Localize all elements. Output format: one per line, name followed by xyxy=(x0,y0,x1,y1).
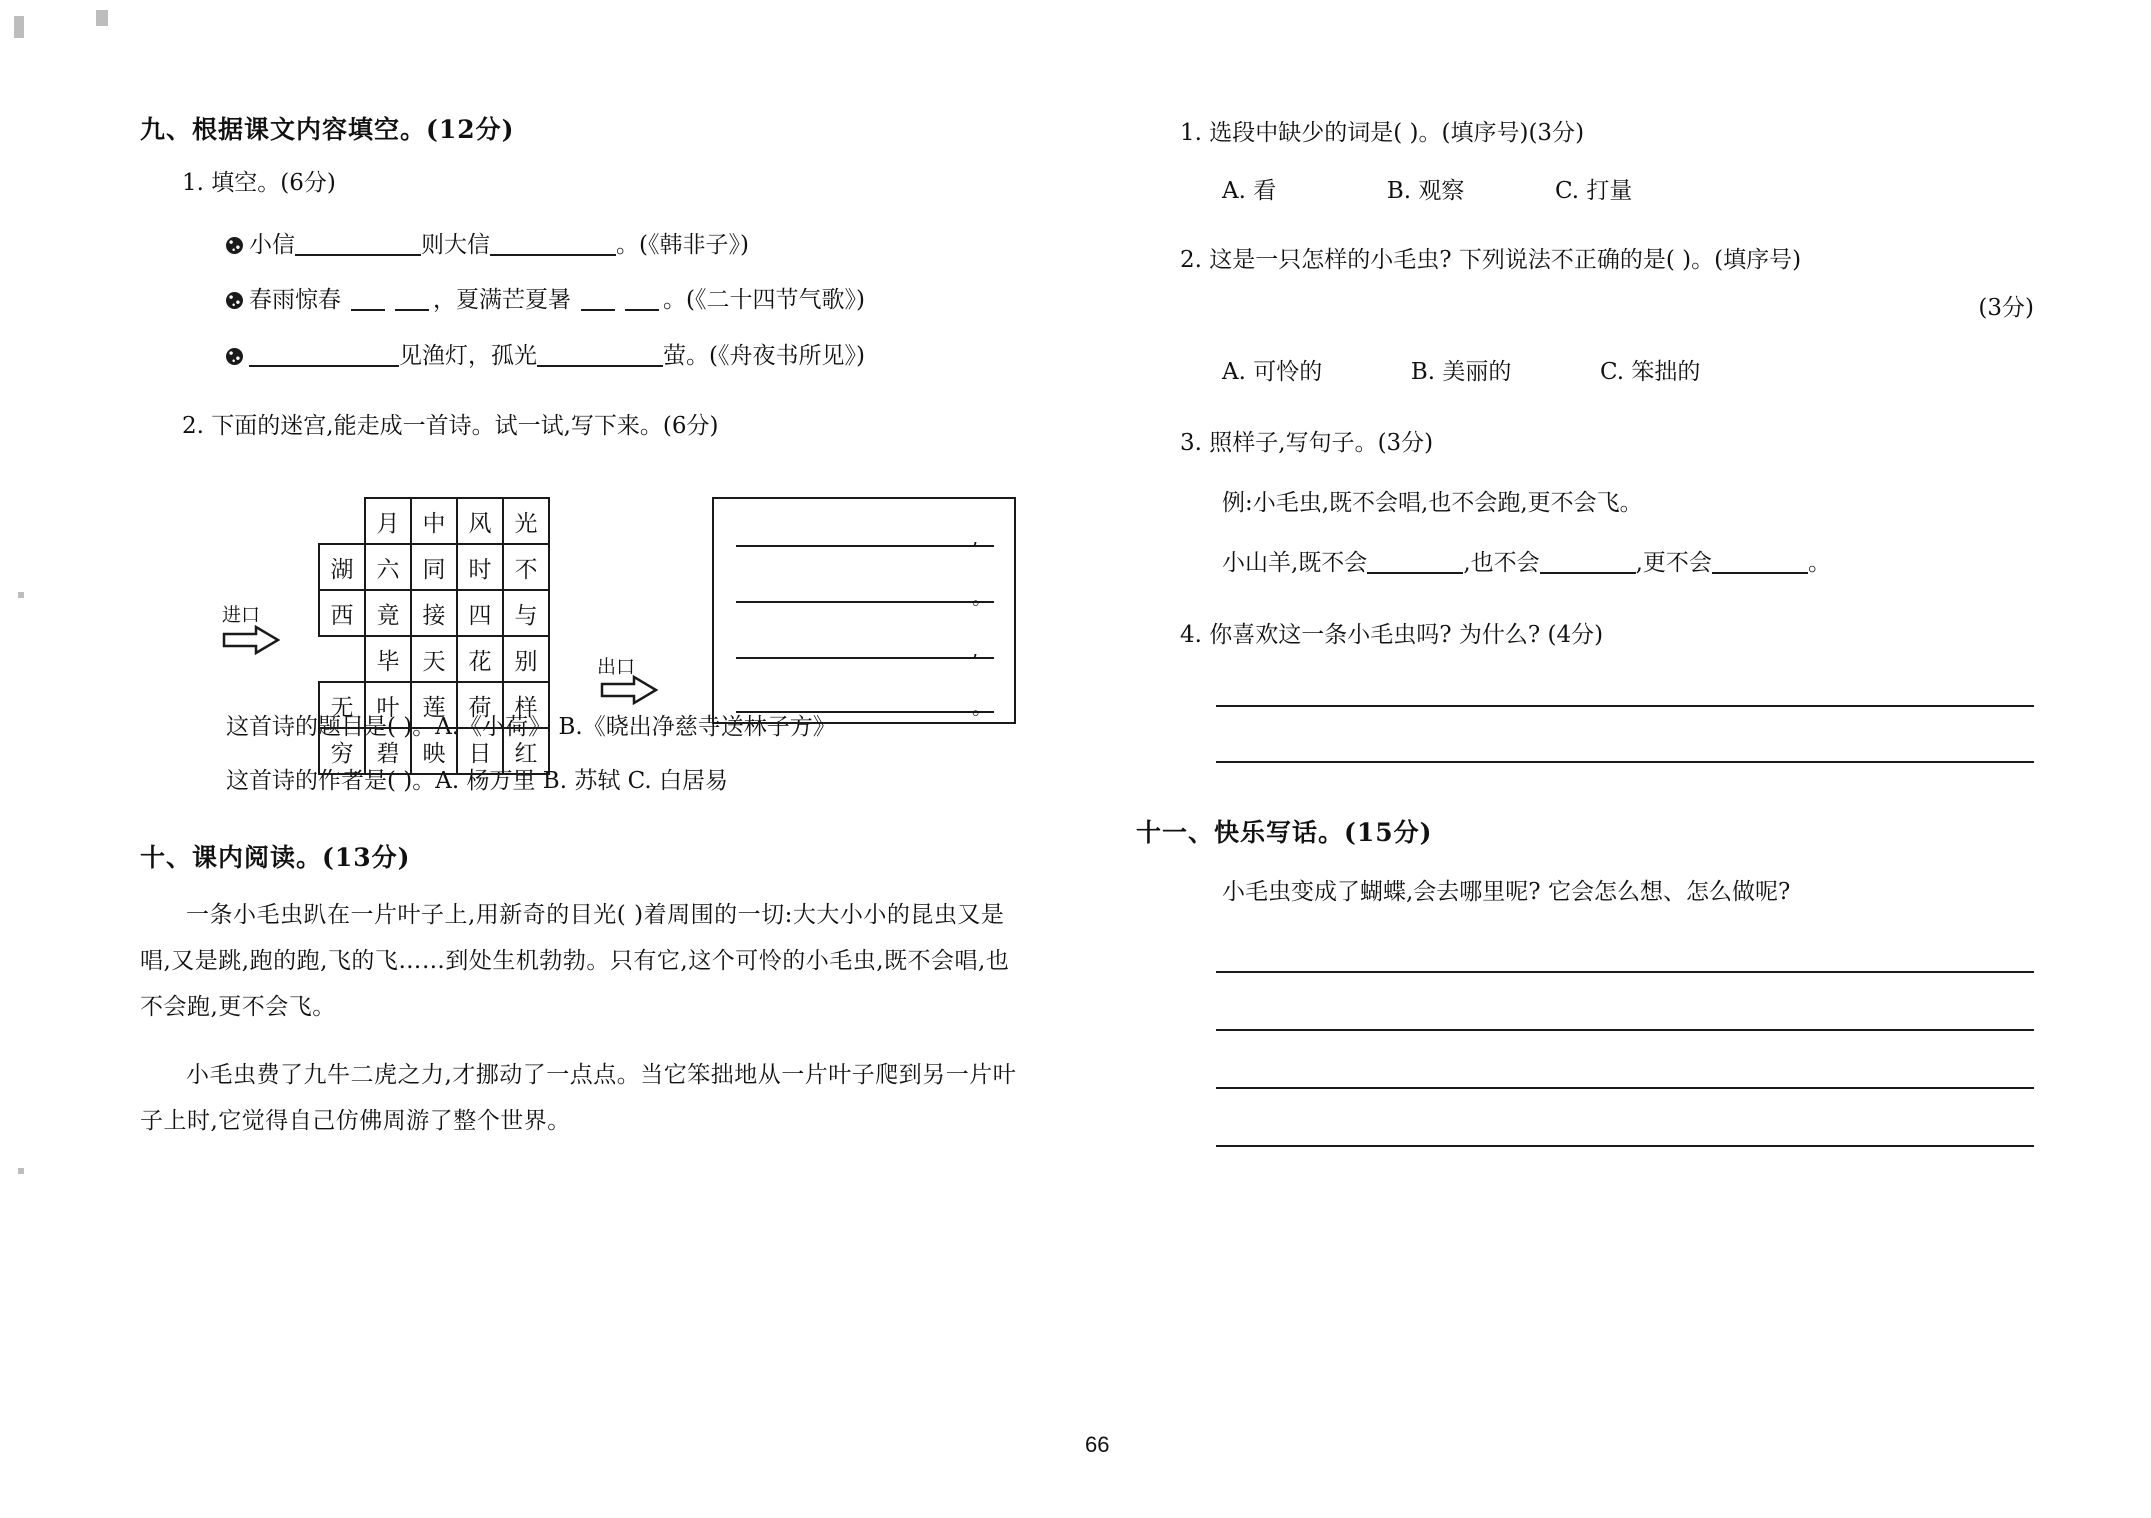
fill-item-2-pre: 春雨惊春 xyxy=(249,287,341,314)
maze-cell: 接 xyxy=(411,590,457,636)
right-column xyxy=(1136,0,2060,1147)
scan-speck xyxy=(14,16,24,38)
option-b[interactable]: B. 美丽的 xyxy=(1410,358,1512,385)
fill-post: 。 xyxy=(1807,549,1831,576)
maze-cell: 穷 xyxy=(319,728,365,774)
section-11-heading: 十一、快乐写话。(15分) xyxy=(1136,818,1433,848)
option-a[interactable]: A. 看 xyxy=(1222,177,1277,204)
fill-item-1-post: 。(《韩非子》) xyxy=(616,231,749,258)
poem-title-choice[interactable]: 这首诗的题目是( )。A.《小荷》 B.《晓出净慈寺送林子方》 xyxy=(226,714,836,741)
question-4-stem: 4. 你喜欢这一条小毛虫吗? 为什么? (4分) xyxy=(1180,621,1604,648)
maze-row xyxy=(319,728,549,774)
maze-row xyxy=(319,636,549,682)
flower-bullet-icon xyxy=(226,237,243,254)
fill-item-2-post: 。(《二十四节气歌》) xyxy=(663,287,865,314)
maze-cell: 荷 xyxy=(457,682,503,728)
period-mark: 。 xyxy=(972,695,992,719)
maze-cell: 月 xyxy=(365,498,411,544)
answer-line[interactable] xyxy=(736,657,994,659)
answer-blank[interactable] xyxy=(249,339,399,367)
maze-entry-label: 进口 xyxy=(222,604,261,626)
maze-row xyxy=(319,590,549,636)
maze-cell-empty xyxy=(319,636,365,682)
poem-author-choice[interactable]: 这首诗的作者是( )。A. 杨万里 B. 苏轼 C. 白居易 xyxy=(226,768,729,795)
writing-line[interactable] xyxy=(1216,1029,2034,1031)
maze-cell: 碧 xyxy=(365,728,411,774)
reading-passage xyxy=(140,892,1020,1144)
maze-cell: 叶 xyxy=(365,682,411,728)
maze-cell: 竟 xyxy=(365,590,411,636)
maze-cell: 四 xyxy=(457,590,503,636)
maze-cell: 中 xyxy=(411,498,457,544)
answer-line[interactable] xyxy=(736,601,994,603)
question-1-stem: 1. 选段中缺少的词是( )。(填序号)(3分) xyxy=(1180,120,1585,146)
fill-item-1-pre: 小信 xyxy=(249,231,295,258)
maze-cell: 花 xyxy=(457,636,503,682)
maze-cell: 与 xyxy=(503,590,549,636)
answer-blank[interactable] xyxy=(625,283,659,311)
comma-mark: , xyxy=(972,637,979,661)
fill-mid2: ,更不会 xyxy=(1635,549,1712,576)
maze-cell: 光 xyxy=(503,498,549,544)
maze-cell: 不 xyxy=(503,544,549,590)
poem-answer-box[interactable] xyxy=(712,497,1016,724)
maze-row xyxy=(319,544,549,590)
maze-exit-label: 出口 xyxy=(597,656,636,678)
answer-blank[interactable] xyxy=(1712,545,1808,573)
fill-item-2 xyxy=(226,279,1040,323)
option-a[interactable]: A. 可怜的 xyxy=(1222,358,1323,385)
section-9-sub1-label: 1. 填空。(6分) xyxy=(182,170,336,196)
question-3-fill xyxy=(1222,542,2060,586)
maze-cell: 无 xyxy=(319,682,365,728)
answer-blank[interactable] xyxy=(395,283,429,311)
answer-blank[interactable] xyxy=(581,283,615,311)
maze-row xyxy=(319,682,549,728)
writing-line[interactable] xyxy=(1216,971,2034,973)
maze-cell: 日 xyxy=(457,728,503,774)
question-1-options xyxy=(1222,170,2060,214)
passage-paragraph: 小毛虫费了九牛二虎之力,才挪动了一点点。当它笨拙地从一片叶子爬到另一片叶子上时,它觉得自己仿佛周游了整个世界。 xyxy=(140,1061,1017,1134)
option-c[interactable]: C. 打量 xyxy=(1555,177,1633,204)
maze-cell: 样 xyxy=(503,682,549,728)
maze-cell: 天 xyxy=(411,636,457,682)
page-number: 66 xyxy=(1085,1432,1110,1457)
fill-item-2-mid: ，夏满芒夏暑 xyxy=(433,287,571,314)
section-10-heading: 十、课内阅读。(13分) xyxy=(140,842,411,872)
answer-line[interactable] xyxy=(1216,705,2034,707)
maze-cell: 风 xyxy=(457,498,503,544)
answer-line[interactable] xyxy=(736,545,994,547)
writing-line[interactable] xyxy=(1216,1087,2034,1089)
passage-paragraph: 一条小毛虫趴在一片叶子上,用新奇的目光( )着周围的一切:大大小小的昆虫又是唱,又是跳,跑的跑,飞的飞……到处生机勃勃。只有它,这个可怜的小毛虫,既不会唱,也不会跑,更不会飞。 xyxy=(140,901,1010,1020)
question-2-options xyxy=(1222,351,2060,395)
scan-speck xyxy=(18,592,24,598)
fill-pre: 小山羊,既不会 xyxy=(1222,549,1368,576)
period-mark: 。 xyxy=(972,585,992,609)
maze-cell: 红 xyxy=(503,728,549,774)
maze-body xyxy=(319,498,549,774)
maze-cell: 时 xyxy=(457,544,503,590)
maze-cell-empty xyxy=(319,498,365,544)
answer-line[interactable] xyxy=(1216,761,2034,763)
maze-cell: 六 xyxy=(365,544,411,590)
maze-table xyxy=(318,497,550,775)
answer-blank[interactable] xyxy=(1540,545,1636,573)
maze-cell: 同 xyxy=(411,544,457,590)
answer-blank[interactable] xyxy=(537,339,663,367)
fill-item-3-mid: 见渔灯，孤光 xyxy=(399,343,537,370)
poem-maze-grid xyxy=(318,497,550,775)
maze-cell: 湖 xyxy=(319,544,365,590)
flower-bullet-icon xyxy=(226,292,243,309)
comma-mark: , xyxy=(972,525,979,549)
maze-cell: 别 xyxy=(503,636,549,682)
question-3-stem: 3. 照样子,写句子。(3分) xyxy=(1180,430,1434,457)
maze-cell: 西 xyxy=(319,590,365,636)
option-b[interactable]: B. 观察 xyxy=(1386,177,1465,204)
scan-speck xyxy=(18,1168,24,1174)
answer-blank[interactable] xyxy=(490,227,616,255)
answer-blank[interactable] xyxy=(351,283,385,311)
maze-cell: 映 xyxy=(411,728,457,774)
maze-cell: 毕 xyxy=(365,636,411,682)
fill-item-1 xyxy=(226,224,1040,268)
answer-blank[interactable] xyxy=(295,227,421,255)
question-3-example: 例:小毛虫,既不会唱,也不会跑,更不会飞。 xyxy=(1222,490,1643,517)
question-2-points: (3分) xyxy=(1978,295,2034,322)
fill-item-3 xyxy=(226,335,1040,379)
question-2-stem: 2. 这是一只怎样的小毛虫? 下列说法不正确的是( )。(填序号) xyxy=(1180,247,1802,274)
section-9-heading: 九、根据课文内容填空。(12分) xyxy=(140,115,515,144)
exit-arrow-icon xyxy=(600,675,658,705)
writing-line[interactable] xyxy=(1216,1145,2034,1147)
writing-prompt: 小毛虫变成了蝴蝶,会去哪里呢? 它会怎么想、怎么做呢? xyxy=(1222,879,1791,906)
section-9-sub2-label: 2. 下面的迷宫,能走成一首诗。试一试,写下来。(6分) xyxy=(182,412,719,439)
answer-blank[interactable] xyxy=(1367,545,1463,573)
fill-item-1-mid: 则大信 xyxy=(421,231,490,258)
maze-row xyxy=(319,498,549,544)
entry-arrow-icon xyxy=(222,625,280,655)
option-c[interactable]: C. 笨拙的 xyxy=(1600,358,1701,385)
fill-mid: ,也不会 xyxy=(1463,549,1540,576)
fill-item-3-post: 萤。(《舟夜书所见》) xyxy=(663,343,865,370)
answer-line[interactable] xyxy=(736,711,994,713)
maze-cell: 莲 xyxy=(411,682,457,728)
flower-bullet-icon xyxy=(226,348,243,365)
scan-speck xyxy=(96,10,108,26)
